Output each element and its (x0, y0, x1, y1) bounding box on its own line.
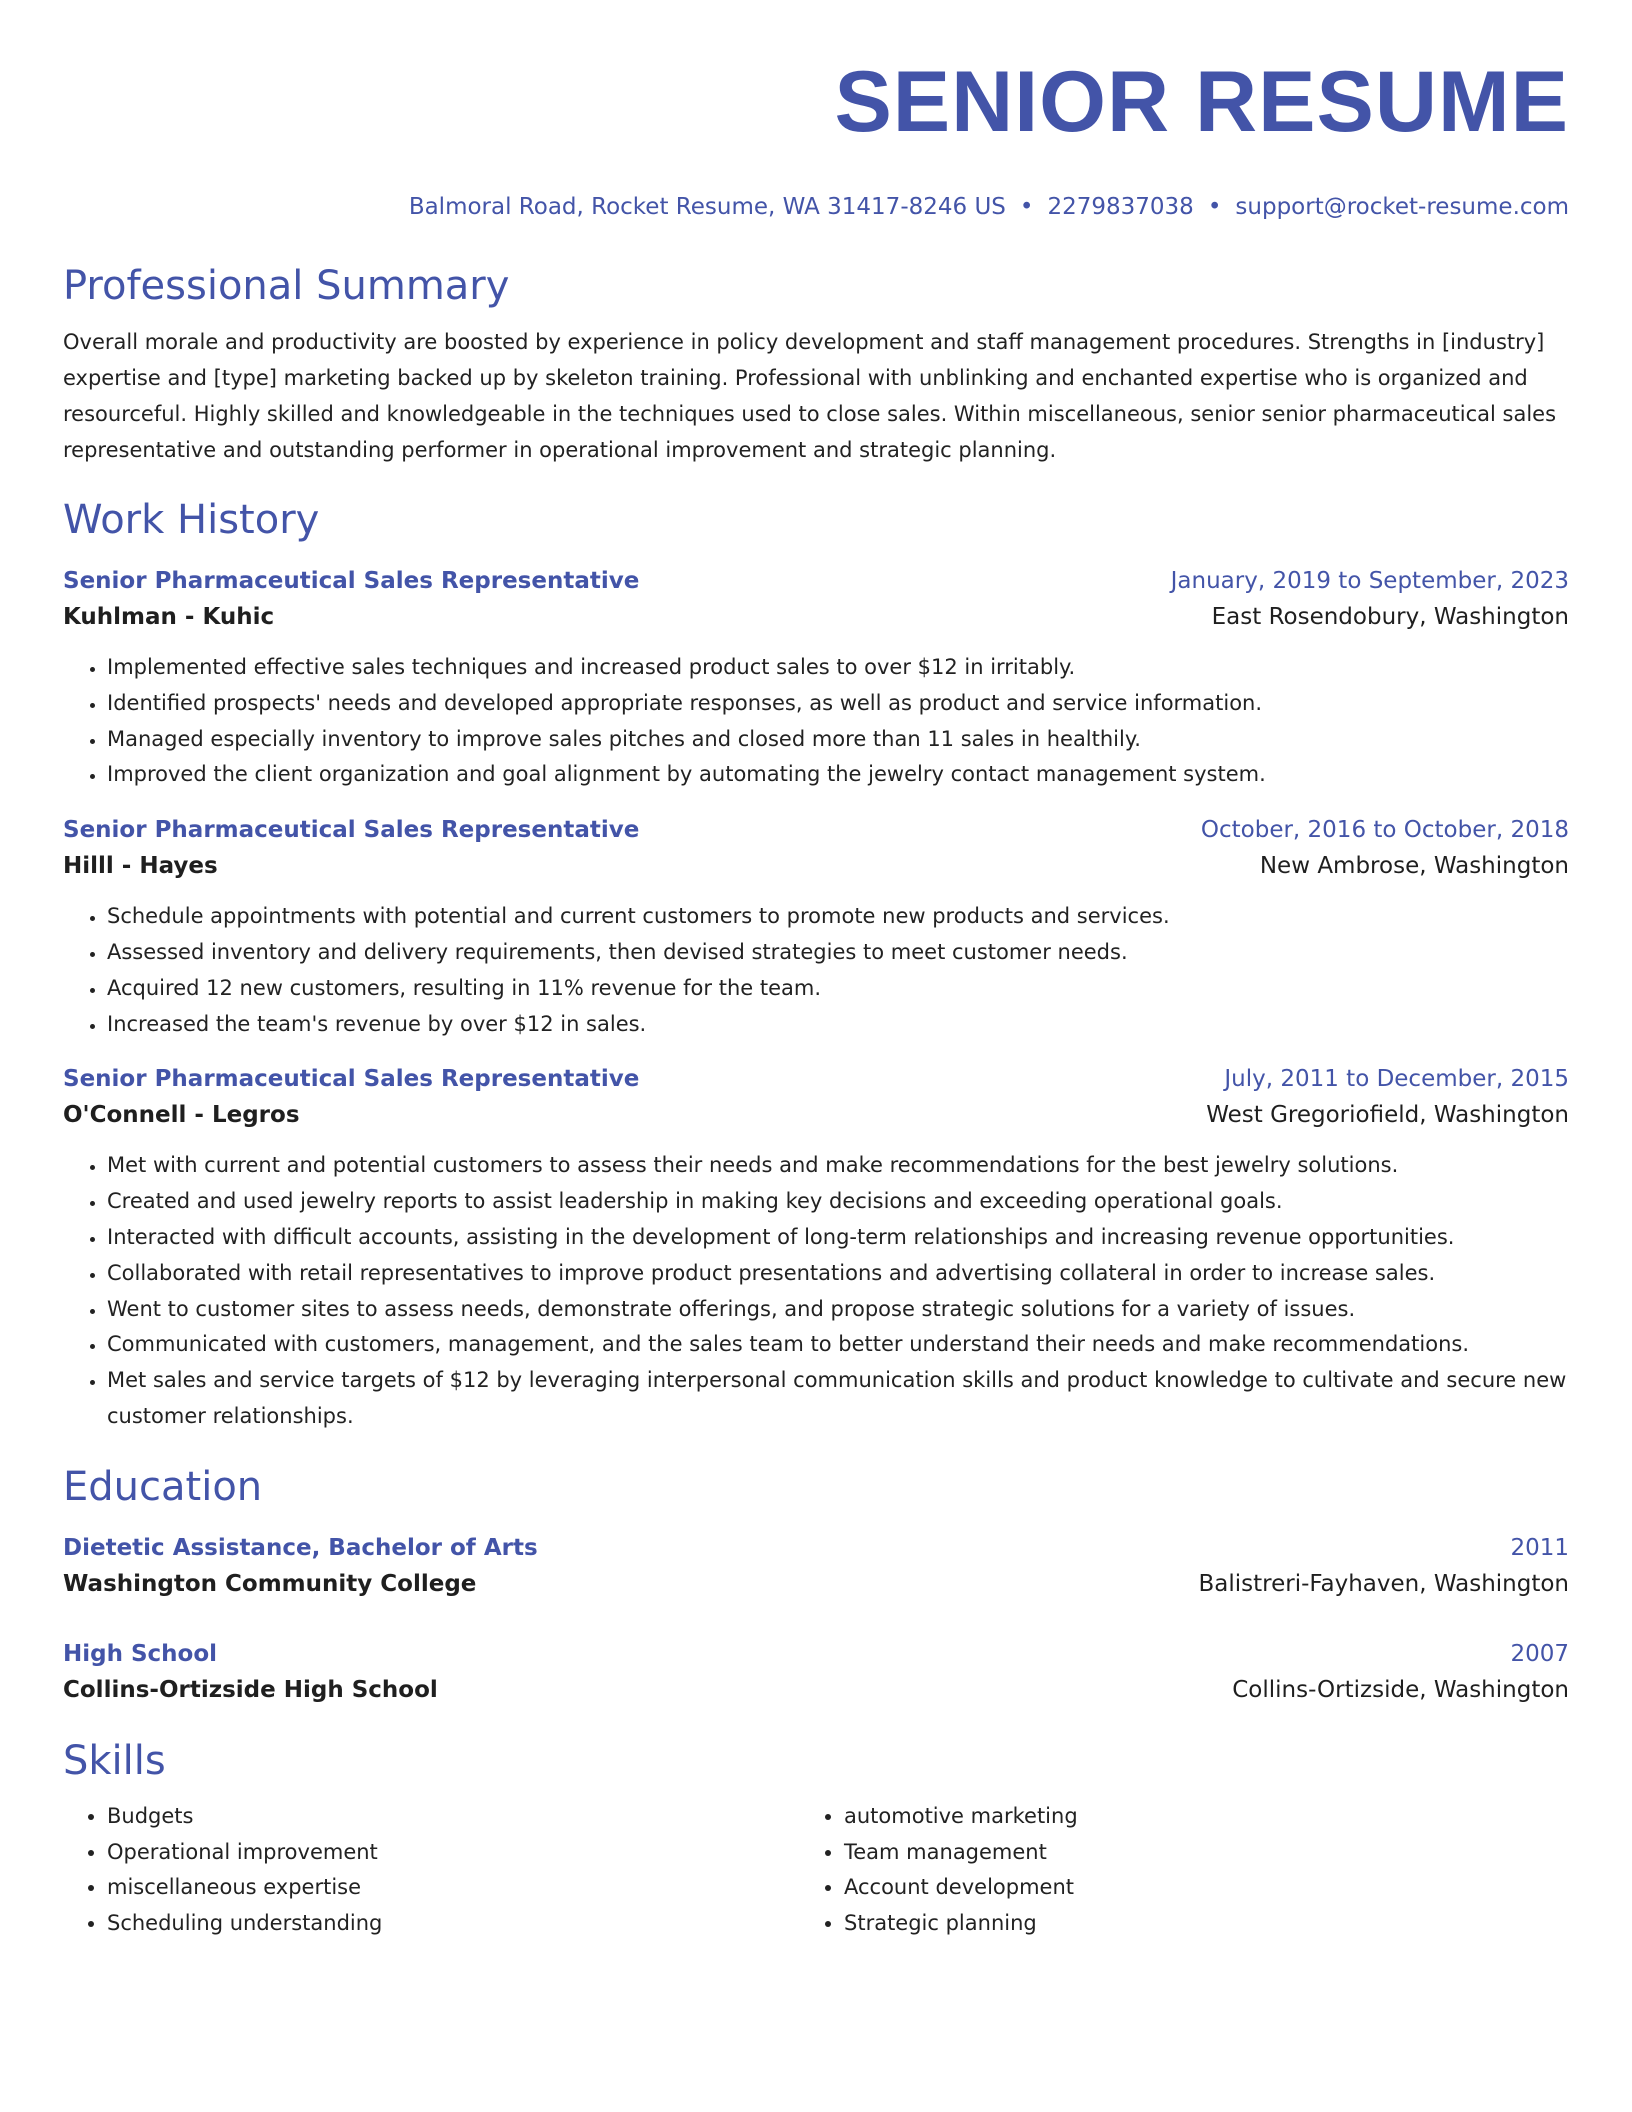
job-dates: October, 2016 to October, 2018 (1200, 817, 1569, 844)
job-bullet: • Managed especially inventory to improve sales pitches and closed more than 11 sales in healthily. (107, 722, 1569, 758)
skill-item: • Scheduling understanding (107, 1906, 800, 1942)
skill-item: • miscellaneous expertise (107, 1870, 800, 1906)
job-bullet: • Communicated with customers, management, and the sales team to better understand their needs and make recommendations. (107, 1327, 1569, 1363)
education-school-row (63, 1671, 1569, 1709)
education-degree-row (63, 1531, 1569, 1565)
job-bullet: • Schedule appointments with potential and current customers to promote new products and services. (107, 899, 1569, 935)
job-bullet: • Acquired 12 new customers, resulting in 11% revenue for the team. (107, 971, 1569, 1007)
skill-item: • Budgets (107, 1799, 800, 1835)
job-title: Senior Pharmaceutical Sales Representative (63, 1066, 640, 1093)
skills-columns (63, 1799, 1569, 1942)
job-bullet: • Interacted with difficult accounts, assisting in the development of long-term relationships and increasing revenue opportunities. (107, 1220, 1569, 1256)
job-bullet-list (63, 650, 1569, 793)
job-bullet: • Met sales and service targets of $12 by leveraging interpersonal communication skills and product knowledge to cultivate and secure new customer relationships. (107, 1363, 1569, 1435)
job-bullet: • Assessed inventory and delivery requirements, then devised strategies to meet customer needs. (107, 935, 1569, 971)
resume-header (63, 0, 1569, 222)
job-bullet: • Identified prospects' needs and developed appropriate responses, as well as product and service information. (107, 686, 1569, 722)
job-location: New Ambrose, Washington (1259, 853, 1569, 880)
job-entry (63, 813, 1569, 1042)
job-location: East Rosendobury, Washington (1211, 604, 1569, 630)
job-bullet: • Met with current and potential customers to assess their needs and make recommendations for the best jewelry solutions. (107, 1148, 1569, 1184)
job-title: Senior Pharmaceutical Sales Representative (63, 568, 640, 594)
job-bullet-list (63, 899, 1569, 1042)
education-degree: High School (63, 1640, 218, 1667)
skill-item: • Team management (844, 1835, 1537, 1871)
job-bullet: • Implemented effective sales techniques and increased product sales to over $12 in irritably. (107, 650, 1569, 686)
skill-item: • Operational improvement (107, 1835, 800, 1871)
skill-item: • Strategic planning (844, 1906, 1537, 1942)
contact-email: support@rocket-resume.com (1235, 194, 1569, 220)
job-title-row (63, 1062, 1569, 1096)
job-dates: July, 2011 to December, 2015 (1224, 1066, 1569, 1093)
summary-text: Overall morale and productivity are boosted by experience in policy development and staff management procedures. Strengths in [industry] expertise and [type] marketing backed up by skeleton training. Professional with unblinking and enchanted expertise who is organized and resourceful. Highly skilled and knowledgeable in the techniques used to close sales. Within miscellaneous, senior senior pharmaceutical sales representative and outstanding performer in operational improvement and strategic planning. (63, 330, 1557, 462)
education-school: Washington Community College (63, 1570, 477, 1597)
contact-phone: 2279837038 (1047, 194, 1194, 220)
education-year: 2007 (1510, 1640, 1569, 1667)
job-bullet: • Increased the team's revenue by over $12 in sales. (107, 1007, 1569, 1043)
contact-separator: • (1207, 194, 1222, 220)
skills-list-left (63, 1799, 800, 1942)
job-title-row (63, 813, 1569, 847)
job-company-row (63, 1096, 1569, 1134)
job-bullet: • Improved the client organization and goal alignment by automating the jewelry contact management system. (107, 757, 1569, 793)
job-title: Senior Pharmaceutical Sales Representative (63, 817, 640, 844)
education-location: Collins-Ortizside, Washington (1232, 1676, 1569, 1703)
job-bullet: • Went to customer sites to assess needs, demonstrate offerings, and propose strategic solutions for a variety of issues. (107, 1292, 1569, 1328)
job-company-row (63, 847, 1569, 885)
education-entry (63, 1637, 1569, 1709)
job-entry (63, 1062, 1569, 1434)
job-location: West Gregoriofield, Washington (1206, 1102, 1569, 1129)
education-location: Balistreri-Fayhaven, Washington (1198, 1570, 1569, 1597)
skill-item: • Account development (844, 1870, 1537, 1906)
section-title-summary: Professional Summary (63, 263, 510, 309)
skills-list-right (800, 1799, 1537, 1942)
job-bullet-list (63, 1148, 1569, 1434)
job-company: Kuhlman - Kuhic (63, 604, 275, 630)
job-company: Hilll - Hayes (63, 853, 218, 880)
contact-line (63, 192, 1569, 222)
education-entry (63, 1531, 1569, 1603)
resume-name: SENIOR RESUME (834, 54, 1569, 150)
skill-item: • automotive marketing (844, 1799, 1537, 1835)
education-list (63, 1531, 1569, 1709)
section-title-skills: Skills (63, 1737, 166, 1784)
education-school: Collins-Ortizside High School (63, 1676, 438, 1703)
education-degree: Dietetic Assistance, Bachelor of Arts (63, 1534, 538, 1561)
section-title-work-history: Work History (63, 497, 320, 543)
job-bullet: • Created and used jewelry reports to assist leadership in making key decisions and exceeding operational goals. (107, 1184, 1569, 1220)
job-dates: January, 2019 to September, 2023 (1170, 568, 1569, 594)
job-title-row (63, 564, 1569, 598)
contact-separator: • (1019, 194, 1034, 220)
job-entry (63, 564, 1569, 793)
work-history-list (63, 564, 1569, 1435)
job-company: O'Connell - Legros (63, 1102, 300, 1129)
job-bullet: • Collaborated with retail representatives to improve product presentations and advertising collateral in order to increase sales. (107, 1256, 1569, 1292)
education-year: 2011 (1510, 1534, 1569, 1561)
education-school-row (63, 1565, 1569, 1603)
education-degree-row (63, 1637, 1569, 1671)
job-company-row (63, 598, 1569, 636)
section-title-education: Education (63, 1463, 263, 1510)
contact-address: Balmoral Road, Rocket Resume, WA 31417-8246 US (408, 194, 1006, 220)
